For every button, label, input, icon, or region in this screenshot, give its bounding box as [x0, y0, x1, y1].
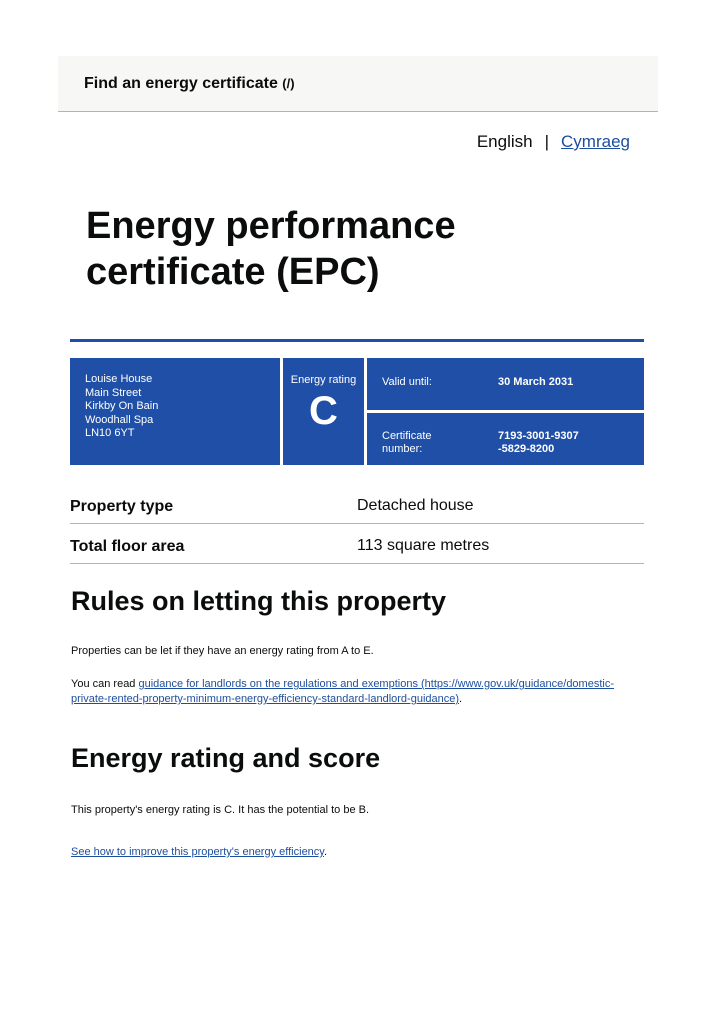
- certificate-number-line: 7193-3001-9307: [498, 430, 579, 442]
- title-divider: [70, 339, 644, 342]
- language-welsh-link[interactable]: Cymraeg: [561, 132, 630, 151]
- certificate-number-label: Certificate number:: [382, 430, 432, 455]
- energy-rating-paragraph: This property's energy rating is C. It has the potential to be B.: [71, 804, 370, 816]
- address-line: Woodhall Spa: [85, 413, 154, 426]
- page-title: Energy performance certificate (EPC): [86, 205, 456, 293]
- valid-until-panel: [367, 358, 644, 410]
- site-header: [58, 56, 658, 112]
- service-name-text: Find an energy certificate: [84, 75, 278, 92]
- address-line: LN10 6YT: [85, 427, 135, 439]
- service-name-suffix: (/): [282, 76, 295, 91]
- certificate-number-panel: [367, 413, 644, 465]
- improve-suffix: .: [323, 846, 328, 858]
- summary-row-property-type: [70, 485, 644, 524]
- valid-until-label: Valid until:: [382, 376, 432, 388]
- guidance-link[interactable]: guidance for landlords on the regulations and exemptions (https://www.gov.uk/guidance/domestic-private-rented-property-minimum-energy-efficiency-standard-landlord-guidance): [71, 678, 614, 705]
- energy-rating-label: Energy rating: [290, 374, 357, 386]
- service-name-link[interactable]: [84, 75, 295, 93]
- energy-rating-letter: C: [309, 389, 338, 433]
- summary-value: Detached house: [357, 497, 474, 514]
- summary-key: Property type: [70, 498, 174, 515]
- address-line: Main Street: [85, 386, 142, 399]
- improve-paragraph: [71, 845, 641, 860]
- language-separator: |: [544, 132, 550, 151]
- rules-heading: Rules on letting this property: [71, 586, 447, 616]
- rules-paragraph: Properties can be let if they have an energy rating from A to E.: [71, 645, 374, 657]
- certificate-number-line: -5829-8200: [498, 443, 555, 455]
- address-panel: [70, 358, 280, 465]
- improve-efficiency-link[interactable]: See how to improve this property's energy efficiency: [71, 846, 324, 858]
- summary-row-floor-area: [70, 525, 644, 564]
- energy-rating-heading: Energy rating and score: [71, 743, 381, 773]
- guidance-paragraph: [71, 677, 641, 707]
- language-english: English: [476, 132, 533, 151]
- guidance-prefix: You can read: [71, 678, 139, 690]
- certificate-number-value: [498, 430, 579, 456]
- energy-rating-panel: [283, 358, 364, 465]
- summary-value: 113 square metres: [357, 537, 490, 554]
- guidance-suffix: .: [459, 693, 463, 705]
- address-line: Louise House: [85, 373, 153, 385]
- summary-key: Total floor area: [70, 538, 185, 555]
- language-switcher: [477, 132, 630, 152]
- address-line: Kirkby On Bain: [85, 400, 159, 412]
- valid-until-value: 30 March 2031: [498, 376, 574, 388]
